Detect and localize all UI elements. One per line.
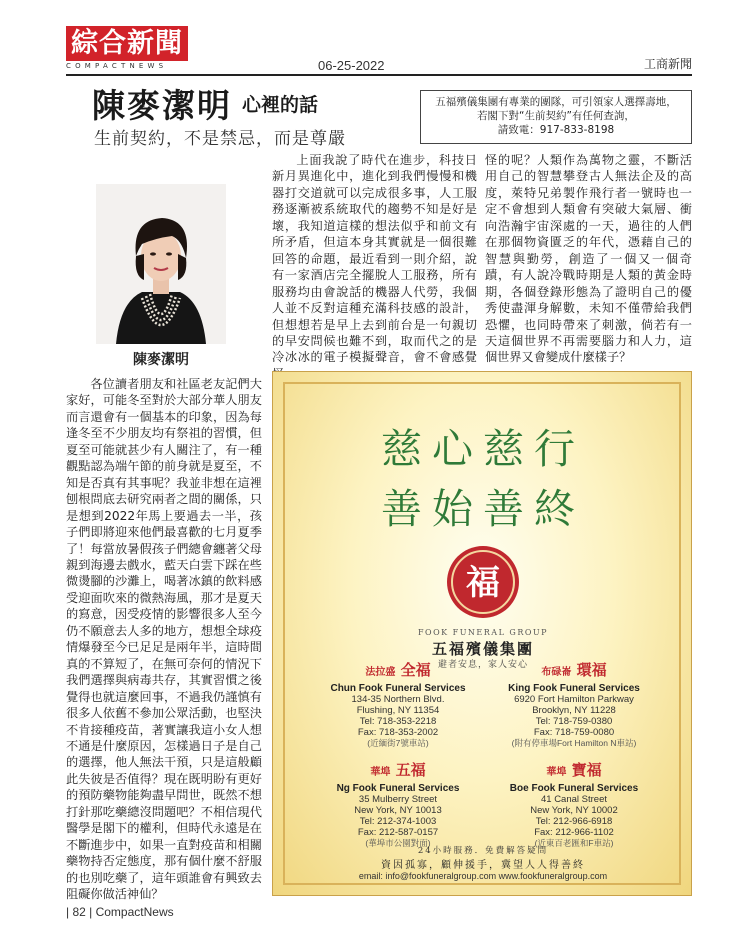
promo-line: 請致電：917-833-8198 <box>497 124 615 136</box>
article-paragraph: 各位讀者朋友和社區老友記們大家好，可能冬至對於大部分華人朋友而言還會有一個基本的印象，因為每逢冬至不少朋友均有祭祖的習慣，但夏至可能就甚少有人關注了，有一種觀點認為端午節的前身就是夏至，不知是否真有其事呢？我並非想在這裡刨根問底去研究兩者之間的關係，只是想到2022年馬上要過去一半，孩子們即將迎來他們最喜歡的七月夏季了！每當放暑假孩子們總會纏著父母親到海邊去戲水，藍天白雲下踩在些微燙腳的沙灘上，喝著冰鎮的飲料感受迎面吹來的微熱海風，那才是夏天的寫意，因受疫情的影響很多人至今仍不願意去人多的地方，想想全球疫情爆發至今已足足是兩年半，這時間真的不算短了，在無可奈何的情況下我們選擇與病毒共存，其實習慣之後覺得也就這麼回事，不過我仍謹慎有很多人依舊不參加公眾活動，也堅決不肯接種疫苗，著實讓我這小女人想不通是什麼原因，怎樣過日子是自己的選擇，他人無法干預，只是這般顧此失彼是否值得？現在既明盼有更好的預防藥物能夠盡早問世，既然不想打針那吃藥總沒問題吧？不相信現代醫學是閣下的權利，但時代永遠是在不斷進步中，如果一直對疫苗和相關藥物持否定態度，那有個什麼不舒服的也別吃藥了，這年頭誰會有興致去阻礙你做活神仙？ <box>66 377 262 902</box>
article-paragraph-continued: 怪的呢？人類作為萬物之靈，不斷活用自己的智慧攀登古人無法企及的高度，萊特兄弟製作飛行者一號時也一定不會想到人類會有突破大氣層、衝向浩瀚宇宙深處的一天，過往的人們在那個物資匱乏的年代，憑藉自己的智慧與勤勞，創造了一個又一個奇蹟，有人說冷戰時期是人類的黃金時期，各個登錄形態為了證明自己的優秀使盡渾身解數，未知不僅帶給我們恐懼，也同時帶來了刺激，倘若有一天這個世界不再需要腦力和人力，這個世界又會變成什麼樣子？ <box>485 153 692 365</box>
emblem-character: 福 <box>466 563 500 603</box>
branch-area: 法拉盛 <box>365 667 396 678</box>
branch-chun-fook <box>313 660 483 749</box>
group-name-chinese: 五福殯儀集團 <box>431 640 534 658</box>
branch-note: (華埠市公園對面) <box>365 838 431 848</box>
group-motto: 避者安息，家人安心 <box>437 660 528 670</box>
branch-ng-fook <box>313 760 483 849</box>
branch-area: 布碌崙 <box>541 667 572 678</box>
branch-fax: Fax: 718-353-2002 <box>357 727 439 738</box>
group-name-english: FOOK FUNERAL GROUP <box>417 628 549 637</box>
branch-city: New York, NY 10002 <box>530 805 618 816</box>
funeral-group-advertisement <box>272 371 692 896</box>
branch-tel: Tel: 212-374-1003 <box>359 816 437 827</box>
branch-boe-fook <box>489 760 659 849</box>
branch-note: (附有停車場Fort Hamilton N車站) <box>511 738 637 748</box>
ad-slogan-line1: 慈心慈行 <box>381 425 585 473</box>
section-name: 工商新聞 <box>643 57 692 71</box>
branch-english-name: Chun Fook Funeral Services <box>330 683 466 694</box>
promo-box <box>420 90 692 144</box>
ad-slogan-line2: 善始善終 <box>381 485 585 533</box>
article-column-left <box>66 376 262 902</box>
issue-date: 06-25-2022 <box>318 58 385 73</box>
branch-english-name: Ng Fook Funeral Services <box>336 783 460 794</box>
article-column-middle <box>272 152 477 370</box>
branch-name: 全福 <box>400 661 431 679</box>
branch-tel: Tel: 718-353-2218 <box>359 716 437 727</box>
author-name-heading: 陳麥潔明 <box>92 86 232 125</box>
branch-note: (近東百老匯和F車站) <box>534 838 614 848</box>
branch-fax: Fax: 212-587-0157 <box>357 827 439 838</box>
branch-address: 41 Canal Street <box>540 794 607 805</box>
photo-caption: 陳麥潔明 <box>133 352 189 368</box>
promo-line: 若閣下對“生前契約”有任何查詢， <box>477 110 635 122</box>
branch-note: (近緬街7號車站) <box>367 738 429 748</box>
branch-fax: Fax: 718-759-0080 <box>533 727 615 738</box>
branch-tel: Tel: 718-759-0380 <box>535 716 613 727</box>
promo-line: 五福殯儀集團有專業的團隊，可引領家人選擇壽地， <box>435 96 677 108</box>
branch-name: 環福 <box>576 661 607 679</box>
branch-city: New York, NY 10013 <box>354 805 442 816</box>
branch-area: 華埠 <box>546 767 567 778</box>
branch-king-fook <box>489 660 659 749</box>
ad-service-line: 24小時服務．免費解答疑問 <box>417 846 549 856</box>
branch-address: 134-35 Northern Blvd. <box>351 694 445 705</box>
article-column-right <box>485 152 692 370</box>
branch-address: 35 Mulberry Street <box>358 794 438 805</box>
masthead-logo-subtitle: COMPACTNEWS <box>66 62 168 70</box>
article-subtitle: 生前契約，不是禁忌，而是尊嚴 <box>94 129 346 149</box>
branch-area: 華埠 <box>370 767 391 778</box>
masthead-logo: 綜合新聞 <box>66 26 188 61</box>
fook-emblem-icon <box>445 544 521 620</box>
branch-tel: Tel: 212-966-6918 <box>535 816 613 827</box>
branch-name: 寶福 <box>571 761 602 779</box>
branch-name: 五福 <box>395 761 426 779</box>
branch-city: Flushing, NY 11354 <box>356 705 440 716</box>
column-name: 心裡的話 <box>242 94 319 116</box>
branch-fax: Fax: 212-966-1102 <box>534 827 614 838</box>
page-footer: | 82 | CompactNews <box>66 905 174 919</box>
ad-motto: 資因孤寡，顧伸援手，冀望人人得善終 <box>381 860 585 871</box>
ad-contact: email: info@fookfuneralgroup.com www.fookfuneralgroup.com <box>358 871 608 881</box>
branch-city: Brooklyn, NY 11228 <box>532 705 616 716</box>
branch-address: 6920 Fort Hamilton Parkway <box>514 694 634 705</box>
author-photo <box>96 184 226 344</box>
branch-english-name: Boe Fook Funeral Services <box>509 783 639 794</box>
branch-english-name: King Fook Funeral Services <box>508 683 640 694</box>
article-paragraph: 上面我說了時代在進步，科技日新月異進化中，進化到我們慢慢和機器打交道就可以完成很多事，人工服務逐漸被系統取代的趨勢不知是好是壞，我知道這樣的想法似乎和前文有所矛盾，但這本身其實就是一個很難回答的命題，最近看到一則介紹，說有一家酒店完全擺脫人工服務，所有服務均由會說話的機器人代勞，我個人並不反對這種充滿科技感的設計，但想想若是早上去到前台是一句親切的早安問候也難不到，取而代之的是冷冰冰的電子模擬聲音，會不會感覺 <box>272 153 477 365</box>
header-rule <box>66 74 692 76</box>
